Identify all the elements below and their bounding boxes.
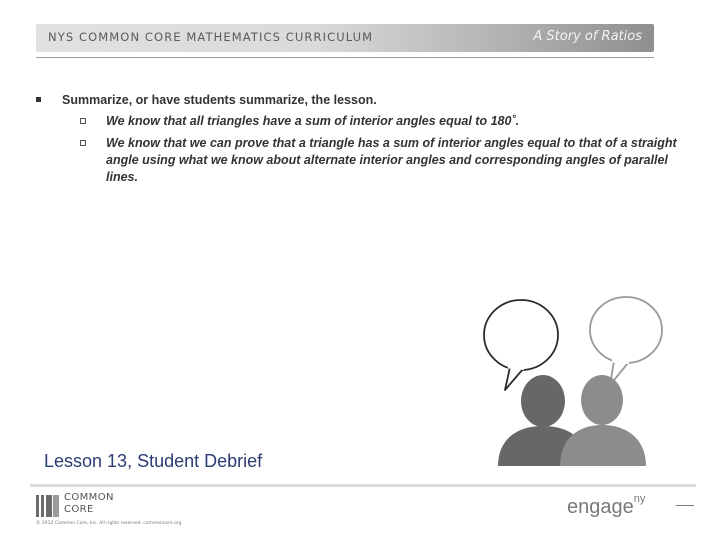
main-bullet-text: Summarize, or have students summarize, the lesson. <box>62 93 377 107</box>
right-speech-bubble-icon <box>590 297 662 385</box>
square-bullet-icon <box>36 97 41 102</box>
lesson-content <box>36 92 696 191</box>
main-bullet-item <box>36 92 696 109</box>
light-person-icon <box>560 375 646 466</box>
lesson-title: Lesson 13, Student Debrief <box>44 451 263 471</box>
common-core-logo-text <box>64 492 114 515</box>
curriculum-title: NYS COMMON CORE MATHEMATICS CURRICULUM <box>48 30 374 44</box>
common-core-bars-icon <box>36 495 60 517</box>
sub-bullet-text: We know that we can prove that a triangle has a sum of interior angles equal to that of a straight angle using what we know about alternate interior angles and corresponding angles of parallel lines. <box>106 136 677 184</box>
header-bar <box>36 24 654 52</box>
sub-bullet-text: We know that all triangles have a sum of interior angles equal to 180˚. <box>106 114 520 128</box>
copyright-text: © 2012 Common Core, Inc. All rights reserved. commoncore.org <box>36 521 182 526</box>
logo-line-1: COMMON <box>64 492 114 503</box>
sub-bullet-item <box>36 113 696 130</box>
hollow-square-bullet-icon <box>80 118 86 124</box>
common-core-logo <box>36 493 136 519</box>
engage-brand-text: engage <box>567 496 634 518</box>
logo-line-2: CORE <box>64 503 94 515</box>
hollow-square-bullet-icon <box>80 140 86 146</box>
engageny-logo <box>567 493 646 519</box>
header-divider <box>36 57 654 58</box>
footer-dash <box>676 505 694 506</box>
ny-superscript: ny <box>633 493 646 505</box>
discussion-illustration <box>478 290 670 466</box>
footer-divider <box>30 484 696 487</box>
series-title: A Story of Ratios <box>533 29 642 44</box>
sub-bullet-item <box>36 135 696 186</box>
sub-bullet-list <box>36 113 696 186</box>
